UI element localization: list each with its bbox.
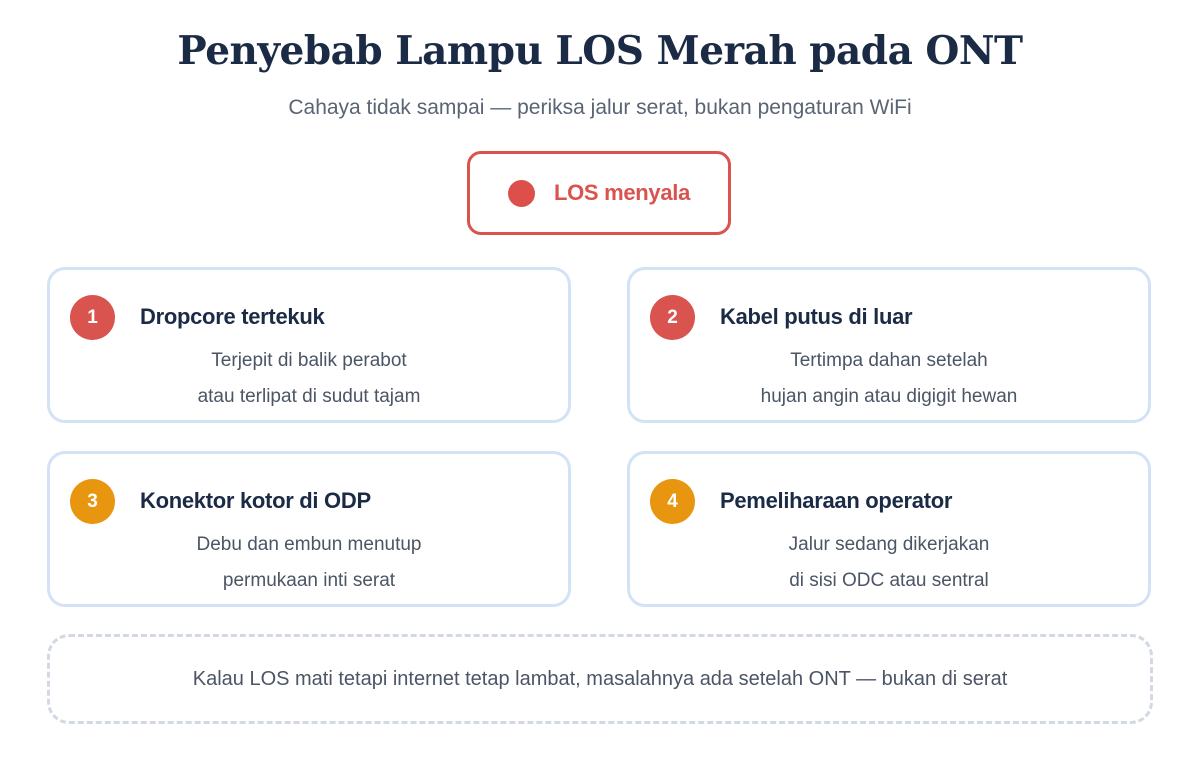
cause-title: Kabel putus di luar [720, 304, 913, 329]
cause-description-line: Jalur sedang dikerjakan [788, 534, 990, 555]
cause-number-badge: 4 [650, 479, 695, 524]
page-subtitle: Cahaya tidak sampai — periksa jalur serat, bukan pengaturan WiFi [288, 96, 912, 119]
cause-card-dropcore [47, 267, 571, 423]
footnote-box [47, 634, 1153, 724]
cause-description-line: di sisi ODC atau sentral [789, 570, 989, 591]
cause-description-line: Tertimpa dahan setelah [790, 350, 988, 371]
cause-title: Konektor kotor di ODP [140, 488, 371, 513]
cause-description-line: Debu dan embun menutup [196, 534, 422, 555]
cause-description-line: hujan angin atau digigit hewan [760, 386, 1018, 407]
cause-number-badge: 2 [650, 295, 695, 340]
cause-card-konektor-kotor [47, 451, 571, 607]
cause-card-kabel-putus [627, 267, 1151, 423]
los-status-label: LOS menyala [553, 180, 691, 205]
cause-number-badge: 1 [70, 295, 115, 340]
cause-description-line: permukaan inti serat [222, 570, 396, 591]
cause-title: Pemeliharaan operator [720, 488, 953, 513]
cause-description-line: Terjepit di balik perabot [211, 350, 407, 371]
cause-card-pemeliharaan [627, 451, 1151, 607]
red-light-icon [508, 180, 535, 207]
page-title: Penyebab Lampu LOS Merah pada ONT [177, 28, 1023, 74]
cause-title: Dropcore tertekuk [140, 304, 325, 329]
cause-number-badge: 3 [70, 479, 115, 524]
los-status-box [467, 151, 731, 235]
cause-description-line: atau terlipat di sudut tajam [197, 386, 421, 407]
footnote-text: Kalau LOS mati tetapi internet tetap lambat, masalahnya ada setelah ONT — bukan di serat [192, 667, 1008, 690]
